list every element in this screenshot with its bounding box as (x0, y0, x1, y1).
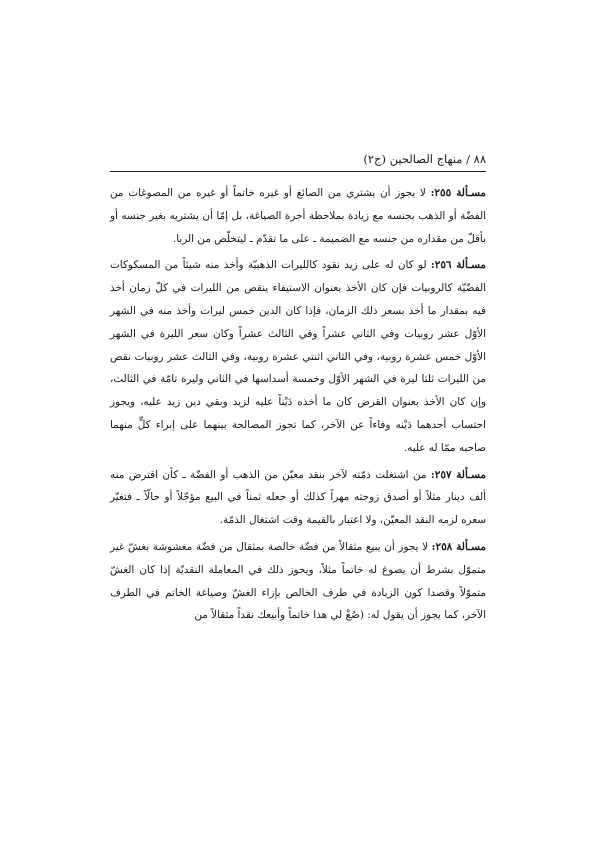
header-page-info: ٨٨ / منهاج الصالحين (ج٢) (363, 152, 486, 166)
issue-label: مسـألة ٢٥٥: (430, 187, 486, 199)
issue-label: مسـألة ٢٥٨: (431, 540, 486, 553)
issue-text: لو كان له على زيد نقود كالليرات الذهبيّة وأخذ منه شيئاً من المسكوكات الفضّيّة كالروبيات فإن كان الأخذ بعنوان الاستيفاء ينقص من الليرات في كلّ زمان أخذ فيه بمقدار ما أخذ بسعر ذلك الزمان، فإذا كان الدين خمس ليرات وأخذ منه في الشهر الأوّل عشر روبيات وفي الثاني عشراً وفي الثالث عشراً وكان سعر الليرة في الشهر الأوّل خمس عشرة روبية، وفي الثاني اثنتي عشرة روبية، وفي الثالث عشر روبيات نقص من الليرات ثلثا ليرة في الشهر الأوّل وخمسة أسداسها في الثاني وليرة تامّة في الثالث، وإن كان الأخذ بعنوان القرض كان ما أخذه دَيْناً عليه لزيد وبقي دين زيد عليه، ويجوز احتساب أحدهما دَيْنه وفاءاً عن الآخر، كما تجوز المصالحة بينهما على إبراء كلٍّ منهما صاحبه ممّا له عليه. (110, 259, 486, 454)
issue-text: لا يجوز أن يشتري من الصائغ أو غيره خاتماً أو غيره من المصوغات من الفضّة أو الذهب بجنسه مع زيادة بملاحظة أجرة الصياغة، بل إمّا أن يشتريه بغير جنسه أو بأقلّ من مقداره من جنسه مع الضميمة ـ على ما تقدّم ـ ليتخلّص من الربا. (110, 187, 486, 245)
running-header (110, 150, 486, 172)
paragraph-258 (110, 536, 486, 627)
main-text (110, 182, 486, 631)
paragraph-256 (110, 254, 486, 459)
issue-text: من اشتغلت ذمّته لآخر بنقد معيّن من الذهب أو الفضّة ـ كأن اقترض منه ألف دينار مثلاً أو أصدق زوجته مهراً كذلك أو جعله ثمناً في البيع مؤجّلاً أو حالّاً ـ فتغيّر سعره لزمه النقد المعيّن، ولا اعتبار بالقيمة وقت اشتغال الذمّة. (110, 468, 486, 527)
paragraph-257 (110, 464, 486, 532)
paragraph-255 (110, 182, 486, 250)
issue-text: لا يجوز أن يبيع مثقالاً من فضّة خالصة بمثقال من فضّة مغشوشة بغشّ غير متموّل بشرط أن يصوغ له خاتماً مثلاً، ويجوز ذلك في المعاملة النقديّة إذا كان الغشّ متموّلاً وقصدا كون الزيادة في طرف الخالص بإزاء الغشّ وصياغة الخاتم في الطرف الآخر، كما يجوز أن يقول له: (صُغْ لي هذا خاتماً وأبيعك نقداً مثقالاً من (110, 540, 486, 622)
issue-label: مسـألة ٢٥٧: (430, 468, 487, 481)
issue-label: مسـألة ٢٥٦: (430, 259, 486, 272)
